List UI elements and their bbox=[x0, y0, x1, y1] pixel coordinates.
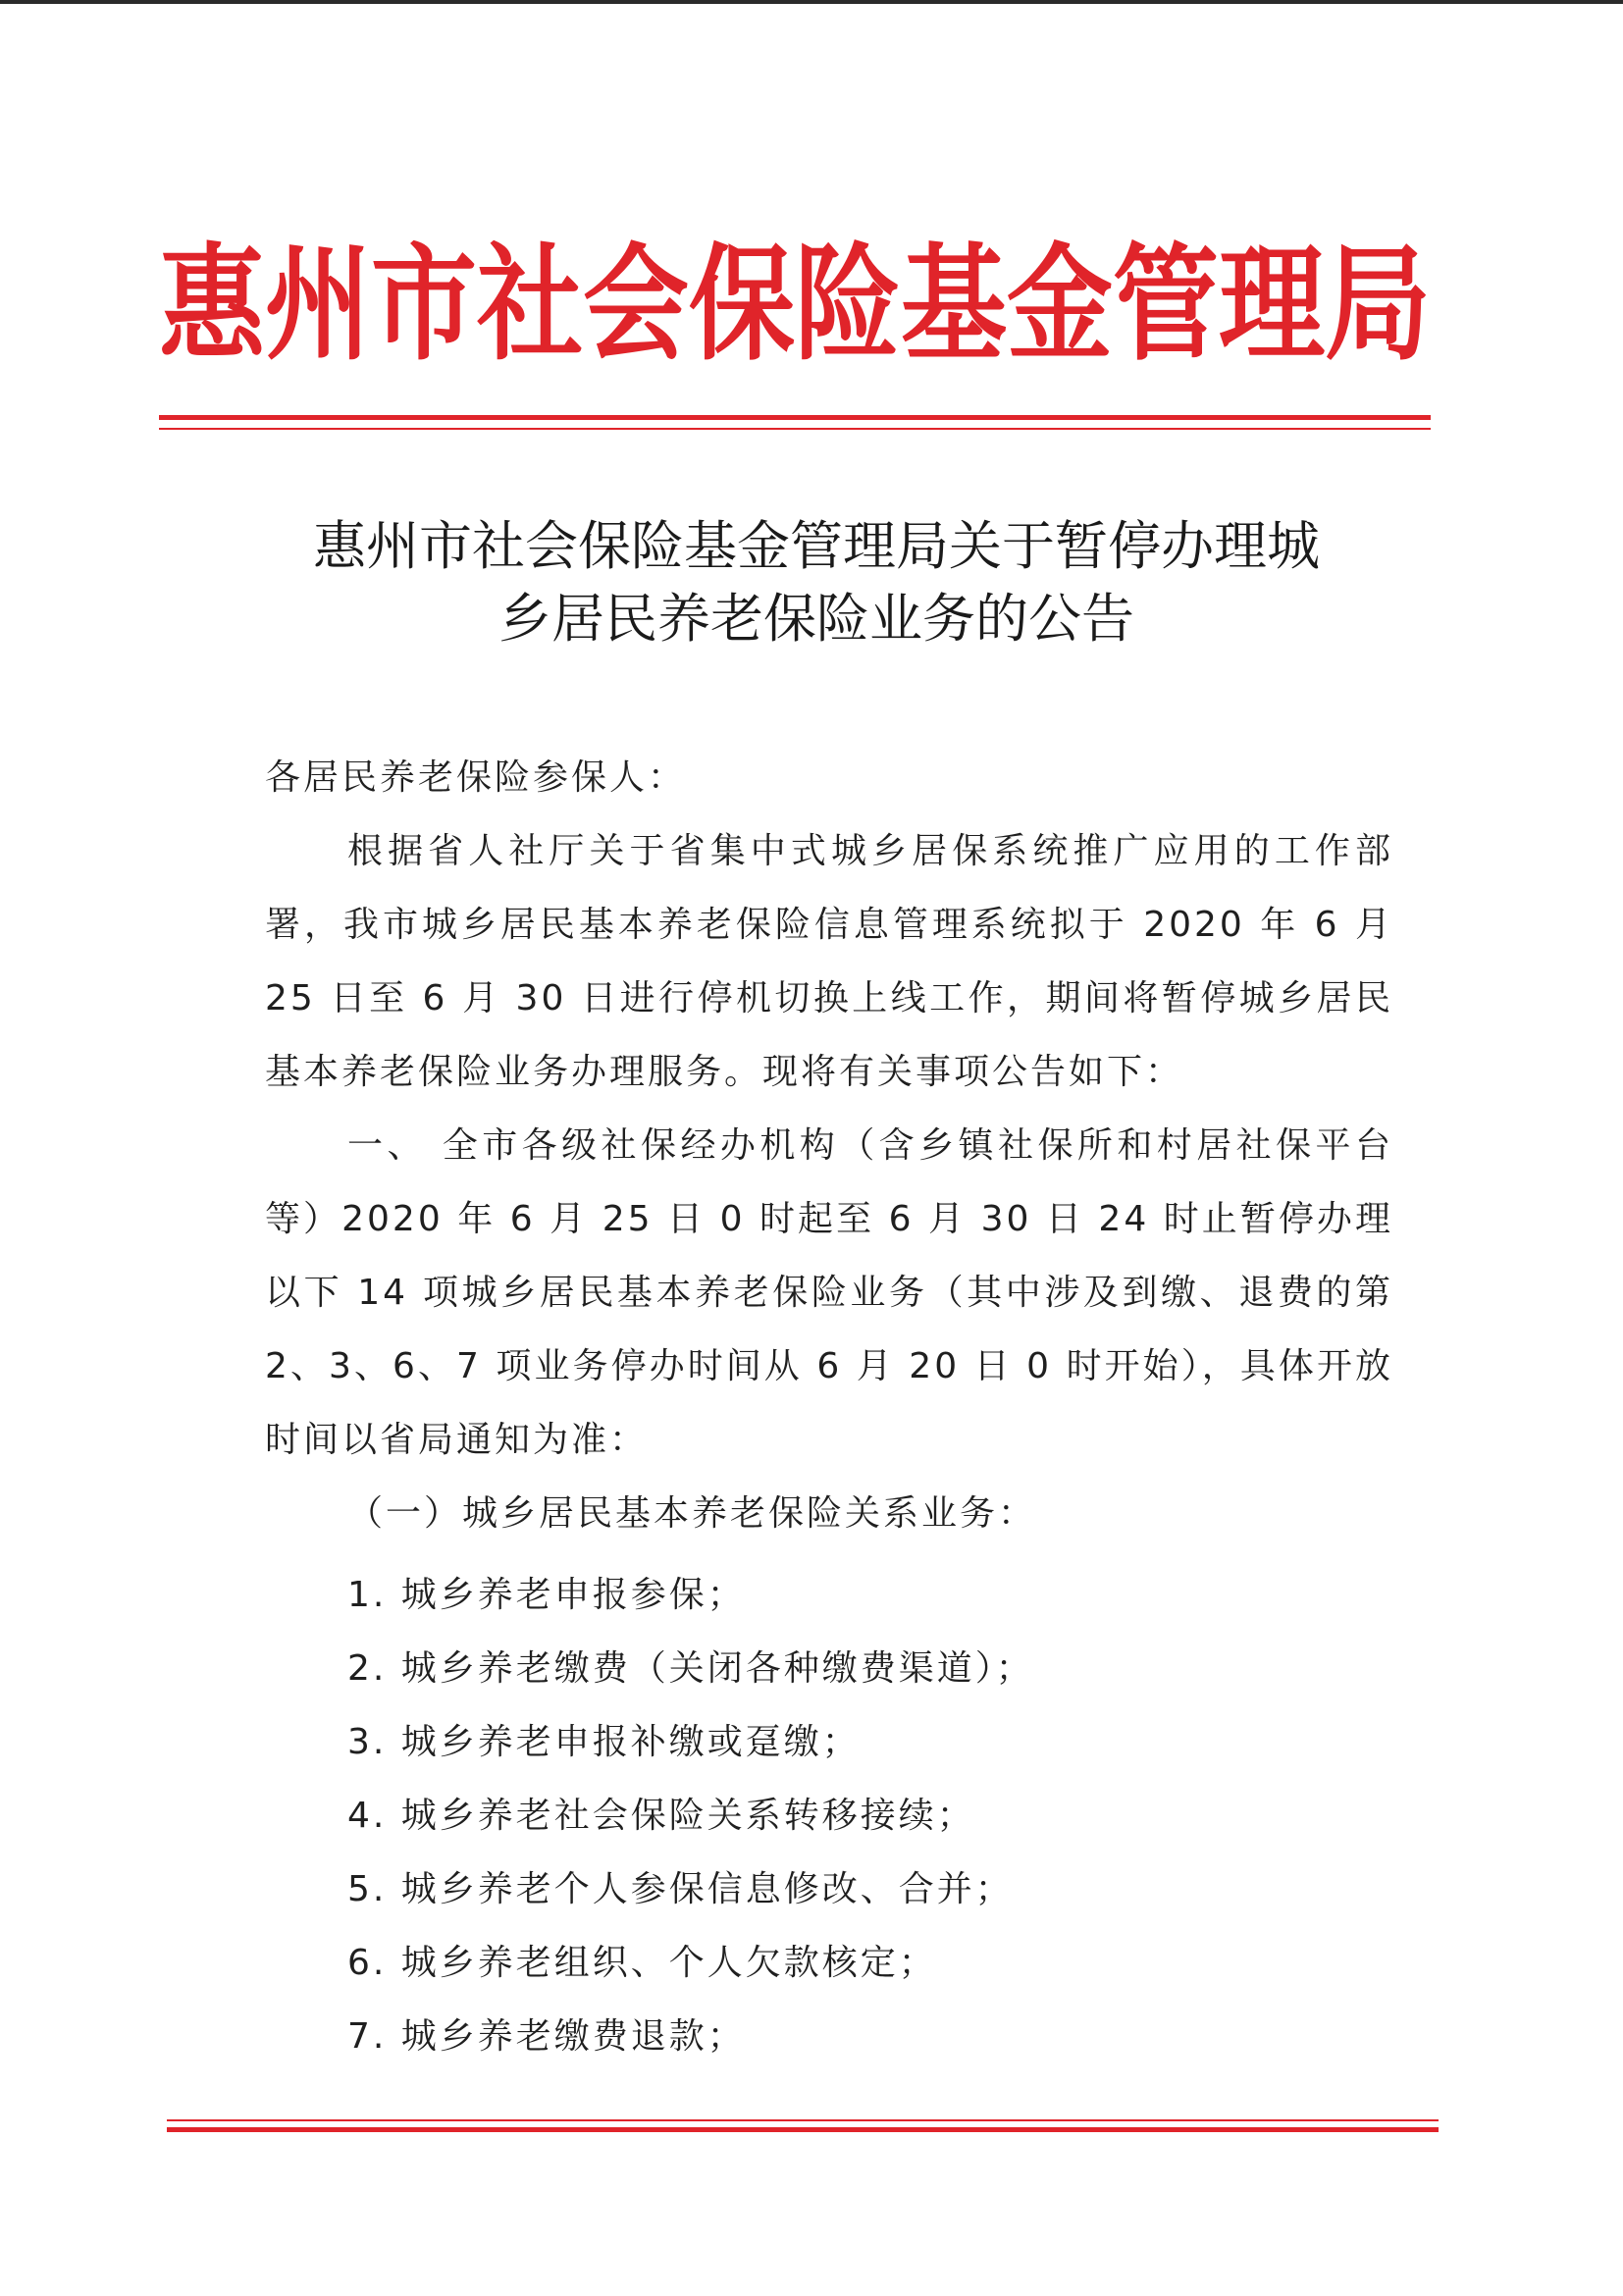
list-item: 2. 城乡养老缴费（关闭各种缴费渠道）； bbox=[347, 1648, 1034, 1689]
header-rule-thick bbox=[159, 415, 1431, 420]
section-heading: （一）城乡居民基本养老保险关系业务： bbox=[347, 1493, 1037, 1534]
scan-top-edge bbox=[0, 0, 1623, 4]
list-item: 5. 城乡养老个人参保信息修改、合并； bbox=[347, 1869, 1014, 1909]
footer-rule-thin bbox=[167, 2119, 1439, 2121]
footer-rule-thick bbox=[167, 2127, 1439, 2132]
list-item: 4. 城乡养老社会保险关系转移接续； bbox=[347, 1796, 975, 1836]
letterhead-org-name: 惠州市社会保险基金管理局 bbox=[158, 233, 1431, 378]
business-list bbox=[265, 1558, 1393, 2073]
salutation: 各居民养老保险参保人： bbox=[265, 757, 687, 798]
list-item: 3. 城乡养老申报补缴或趸缴； bbox=[347, 1722, 861, 1762]
paragraph-item-one: 一、 全市各级社保经办机构（含乡镇社保所和村居社保平台等）2020 年 6 月 25 日 0 时起至 6 月 30 日 24 时止暂停办理以下 14 项城乡居民基本养老保险业务（其中涉及到缴、退费的第 2、3、6、7 项业务停办时间从 6 月 20 日 0 时开始），具体开放时间以省局通知为准： bbox=[265, 1125, 1393, 1460]
paragraph-intro: 根据省人社厅关于省集中式城乡居保系统推广应用的工作部署，我市城乡居民基本养老保险信息管理系统拟于 2020 年 6 月 25 日至 6 月 30 日进行停机切换上线工作，期间将暂停城乡居民基本养老保险业务办理服务。现将有关事项公告如下： bbox=[265, 831, 1393, 1092]
list-item: 1. 城乡养老申报参保； bbox=[347, 1575, 746, 1615]
document-title bbox=[257, 510, 1376, 655]
document-title-line-2: 乡居民养老保险业务的公告 bbox=[498, 588, 1134, 650]
list-item: 7. 城乡养老缴费退款； bbox=[347, 2016, 746, 2057]
header-rule-thin bbox=[159, 428, 1431, 430]
list-item: 6. 城乡养老组织、个人欠款核定； bbox=[347, 1943, 937, 1983]
document-body bbox=[265, 741, 1393, 2073]
document-title-line-1: 惠州市社会保险基金管理局关于暂停办理城 bbox=[313, 515, 1320, 577]
